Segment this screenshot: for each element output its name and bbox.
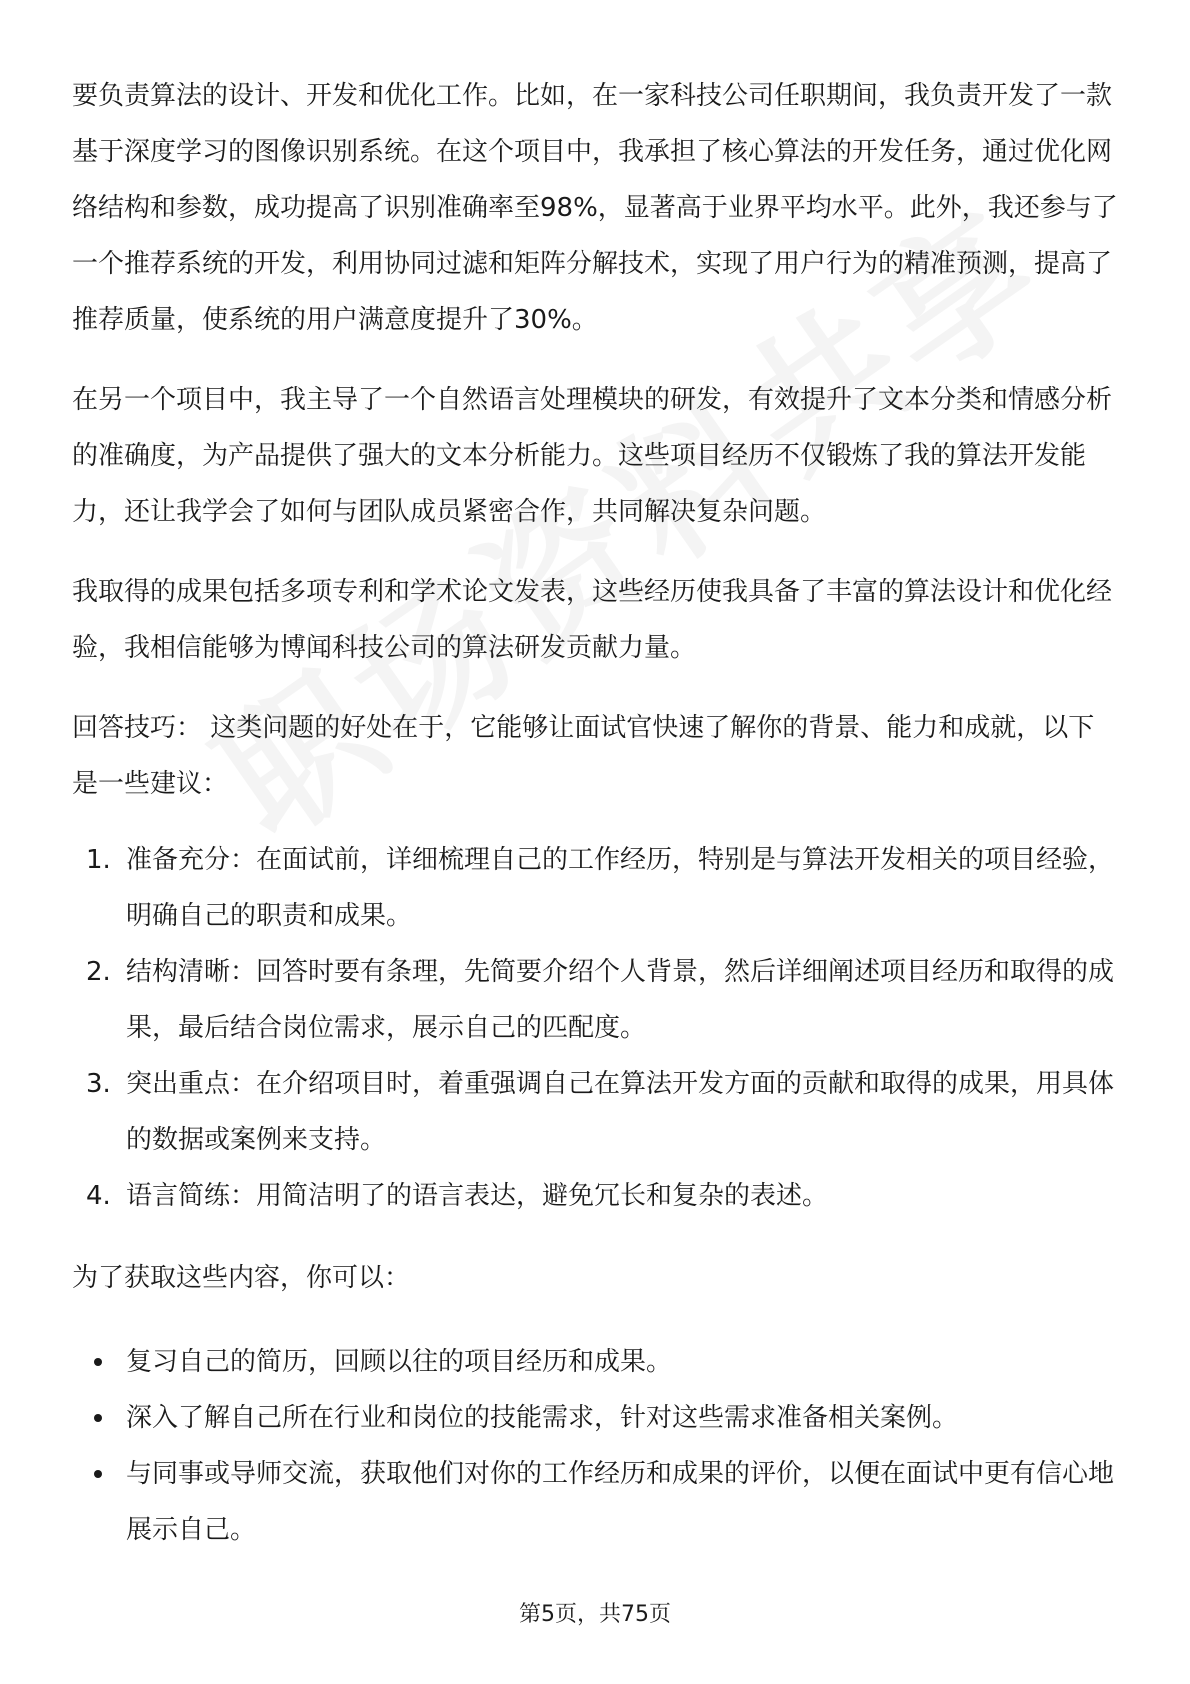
list-number: 3. <box>86 1069 111 1099</box>
list-item-text: 突出重点：在介绍项目时，着重强调自己在算法开发方面的贡献和取得的成果，用具体的数据或案例来支持。 <box>126 1069 1115 1155</box>
list-item <box>72 832 1118 944</box>
list-item-text: 语言简练：用简洁明了的语言表达，避免冗长和复杂的表述。 <box>126 1181 829 1211</box>
paragraph-answer-tips: 回答技巧： 这类问题的好处在于，它能够让面试官快速了解你的背景、能力和成就，以下是一些建议： <box>72 713 1095 799</box>
list-number: 1. <box>86 845 111 875</box>
paragraph-intro: 为了获取这些内容，你可以： <box>72 1263 411 1293</box>
list-item <box>72 1334 1118 1390</box>
list-item <box>72 1168 1118 1224</box>
document-body <box>72 68 1118 1558</box>
bullet-dot-icon <box>94 1414 102 1422</box>
tips-list <box>72 832 1118 1224</box>
list-item-text: 结构清晰：回答时要有条理，先简要介绍个人背景，然后详细阐述项目经历和取得的成果，最后结合岗位需求，展示自己的匹配度。 <box>126 957 1115 1043</box>
paragraph-nlp-project: 在另一个项目中，我主导了一个自然语言处理模块的研发，有效提升了文本分类和情感分析的准确度，为产品提供了强大的文本分析能力。这些项目经历不仅锻炼了我的算法开发能力，还让我学会了如何与团队成员紧密合作，共同解决复杂问题。 <box>72 385 1113 527</box>
page-number: 第5页，共75页 <box>519 1602 671 1627</box>
list-item <box>72 1056 1118 1168</box>
list-number: 4. <box>86 1181 111 1211</box>
list-item-text: 复习自己的简历，回顾以往的项目经历和成果。 <box>126 1347 673 1377</box>
list-item-text: 准备充分：在面试前，详细梳理自己的工作经历，特别是与算法开发相关的项目经验，明确自己的职责和成果。 <box>126 845 1115 931</box>
list-item-text: 深入了解自己所在行业和岗位的技能需求，针对这些需求准备相关案例。 <box>126 1403 959 1433</box>
bullet-dot-icon <box>94 1470 102 1478</box>
list-number: 2. <box>86 957 111 987</box>
list-item <box>72 944 1118 1056</box>
paragraph-achievements: 我取得的成果包括多项专利和学术论文发表，这些经历使我具备了丰富的算法设计和优化经验，我相信能够为博闻科技公司的算法研发贡献力量。 <box>72 577 1113 663</box>
bullet-list <box>72 1334 1118 1558</box>
list-item <box>72 1446 1118 1558</box>
list-item <box>72 1390 1118 1446</box>
list-item-text: 与同事或导师交流，获取他们对你的工作经历和成果的评价，以便在面试中更有信心地展示自己。 <box>126 1459 1115 1545</box>
paragraph-experience: 要负责算法的设计、开发和优化工作。比如，在一家科技公司任职期间，我负责开发了一款基于深度学习的图像识别系统。在这个项目中，我承担了核心算法的开发任务，通过优化网络结构和参数，成功提高了识别准确率至98%，显著高于业界平均水平。此外，我还参与了一个推荐系统的开发，利用协同过滤和矩阵分解技术，实现了用户行为的精准预测，提高了推荐质量，使系统的用户满意度提升了30%。 <box>72 81 1118 335</box>
bullet-dot-icon <box>94 1358 102 1366</box>
